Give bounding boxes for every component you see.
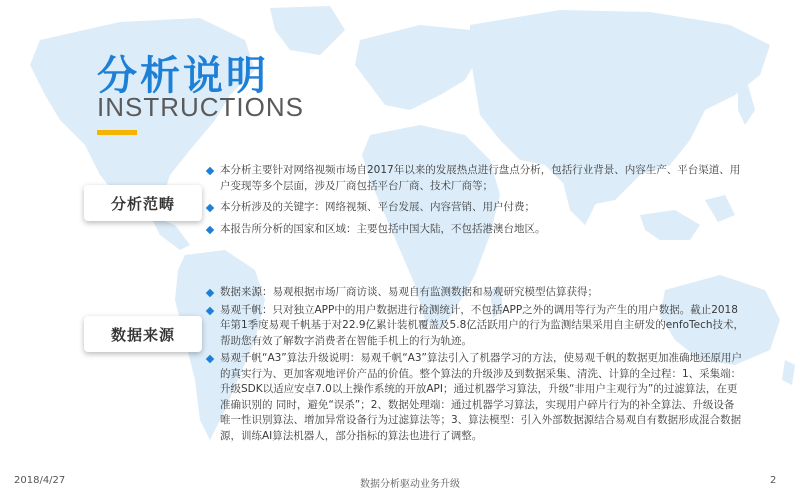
list-item-text: 数据来源：易观根据市场厂商访谈、易观自有监测数据和易观研究模型估算获得； — [220, 286, 598, 298]
list-item-text: 本报告所分析的国家和区域：主要包括中国大陆，不包括港澳台地区。 — [220, 222, 546, 235]
title-underline — [97, 130, 137, 135]
list-item — [206, 285, 744, 301]
list-item — [206, 303, 744, 350]
footer-slogan: 数据分析驱动业务升级 — [360, 479, 460, 490]
diamond-bullet-icon — [206, 355, 214, 363]
diamond-bullet-icon — [206, 289, 214, 297]
page-subtitle: INSTRUCTIONS — [97, 92, 304, 122]
section-label-scope: 分析范畴 — [84, 185, 202, 221]
diamond-bullet-icon — [206, 204, 214, 212]
list-item — [206, 351, 744, 444]
list-item — [206, 163, 746, 194]
footer-date: 2018/4/27 — [14, 475, 66, 486]
list-item-text: 易观千帆“A3”算法升级说明：易观千帆“A3”算法引入了机器学习的方法，使易观千帆的数据更加准确地还原用户的真实行为、更加客观地评价产品的价值。整个算法的升级涉及到数据采集、清洗、计算的全过程：1、采集端：升级SDK以适应安卓7.0以上操作系统的开放API；通过机器学习算法，升级“非用户主观行为”的过滤算法，在更准确识别的 同时，避免“误杀”；2、数据处理端：通过机器学习算法，实现用户碎片行为的补全算法、升级设备唯一性识别算法、增加异常设备行为过滤算法等；3、算法模型：引入外部数据源结合易观自有数据形成混合数据源，训练AI算法机器人，部分指标的算法也进行了调整。 — [220, 352, 742, 442]
diamond-bullet-icon — [206, 225, 214, 233]
list-item-text: 本分析涉及的关键字：网络视频、平台发展、内容营销、用户付费； — [220, 201, 535, 213]
source-bullet-list — [206, 285, 744, 446]
list-item-text: 本分析主要针对网络视频市场自2017年以来的发展热点进行盘点分析，包括行业背景、内容生产、平台渠道、用户变现等多个层面，涉及厂商包括平台厂商、技术厂商等； — [220, 164, 741, 192]
section-label-source: 数据来源 — [84, 316, 202, 352]
list-item-text: 易观千帆：只对独立APP中的用户数据进行检测统计，不包括APP之外的调用等行为产生的用户数据。截止2018年第1季度易观千帆基于对22.9亿累计装机覆盖及5.8亿活跃用户的行为监测结果采用自主研发的enfoTech技术，帮助您有效了解数字消费者在智能手机上的行为轨迹。 — [220, 303, 745, 347]
diamond-bullet-icon — [206, 306, 214, 314]
diamond-bullet-icon — [206, 167, 214, 175]
page-title: 分析说明 — [97, 53, 269, 99]
list-item — [206, 200, 746, 216]
page-number: 2 — [770, 475, 777, 486]
scope-bullet-list — [206, 163, 746, 243]
list-item — [206, 222, 746, 238]
